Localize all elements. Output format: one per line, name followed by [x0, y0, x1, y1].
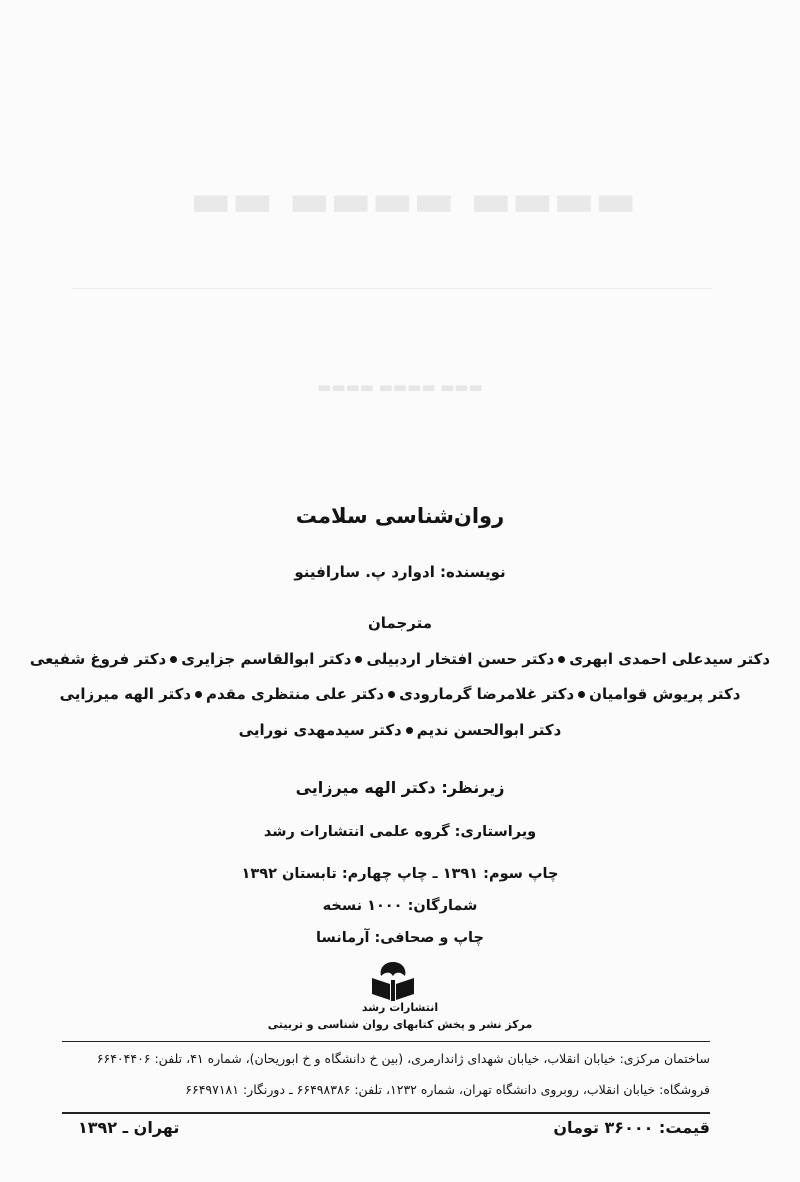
- translators-heading: مترجمان: [367, 614, 433, 632]
- translator-name: دکتر حسن افتخار اردبیلی: [366, 650, 555, 668]
- translators-line-3: [0, 721, 800, 739]
- typesetting-line: چاپ و صحافی: آرمانسا: [316, 930, 484, 946]
- translator-name: دکتر ابوالقاسم جزایری: [181, 650, 352, 668]
- price-label: قیمت: ۳۶۰۰۰ تومان: [553, 1118, 710, 1137]
- city-year-label: تهران ـ ۱۳۹۲: [78, 1118, 180, 1137]
- translator-name: دکتر سیدمهدی نورایی: [238, 721, 402, 739]
- translators-line-1: [0, 650, 800, 668]
- publisher-tagline: مرکز نشر و پخش کتابهای روان شناسی و تربیتی: [267, 1018, 533, 1031]
- publisher-logo-word: انتشارات رشد: [361, 1001, 439, 1014]
- bullet-icon: [195, 691, 202, 698]
- bullet-icon: [578, 691, 585, 698]
- bullet-icon: [355, 656, 362, 663]
- address-main-office: ساختمان مرکزی: خیابان انقلاب، خیابان شهدای ژاندارمری، (بین خ دانشگاه و خ ابوریحان)، شماره ۴۱، تلفن: ۶۶۴۰۴۴۰۶: [96, 1051, 710, 1066]
- bleed-through-rule: [72, 288, 712, 289]
- address-divider-top: [62, 1041, 710, 1042]
- bullet-icon: [388, 691, 395, 698]
- address-store: فروشگاه: خیابان انقلاب، روبروی دانشگاه تهران، شماره ۱۲۳۲، تلفن: ۶۶۴۹۸۳۸۶ ـ دورنگار: ۶۶۴۹۷۱۸۱: [185, 1082, 710, 1097]
- print-run-line: شمارگان: ۱۰۰۰ نسخه: [322, 898, 478, 914]
- bullet-icon: [406, 727, 413, 734]
- translator-name: دکتر غلامرضا گرمارودی: [399, 685, 575, 703]
- bullet-icon: [558, 656, 565, 663]
- translator-name: دکتر علی منتظری مقدم: [206, 685, 385, 703]
- translators-line-2: [0, 685, 800, 703]
- print-edition-line: چاپ سوم: ۱۳۹۱ ـ چاپ چهارم: تابستان ۱۳۹۲: [241, 866, 559, 882]
- translator-name: دکتر ابوالحسن ندیم: [416, 721, 562, 739]
- bleed-through-title: ▬▬ ▬▬▬▬ ▬▬▬▬: [190, 175, 637, 226]
- translator-name: دکتر الهه میرزایی: [59, 685, 192, 703]
- translator-name: دکتر فروغ شفیعی: [29, 650, 167, 668]
- bullet-icon: [170, 656, 177, 663]
- address-divider-bottom: [62, 1112, 710, 1114]
- translator-name: دکتر سیدعلی احمدی ابهری: [569, 650, 771, 668]
- editing-line: ویراستاری: گروه علمی انتشارات رشد: [263, 824, 537, 840]
- author-line: نویسنده: ادوارد پ. سارافینو: [294, 563, 506, 581]
- supervisor-line: زیرنظر: دکتر الهه میرزایی: [295, 778, 505, 797]
- translator-name: دکتر پریوش قوامیان: [589, 685, 741, 703]
- bleed-through-subtitle: ▬▬▬▬ ▬▬▬▬ ▬▬▬: [317, 378, 483, 396]
- book-title: روان‌شناسی سلامت: [295, 504, 505, 528]
